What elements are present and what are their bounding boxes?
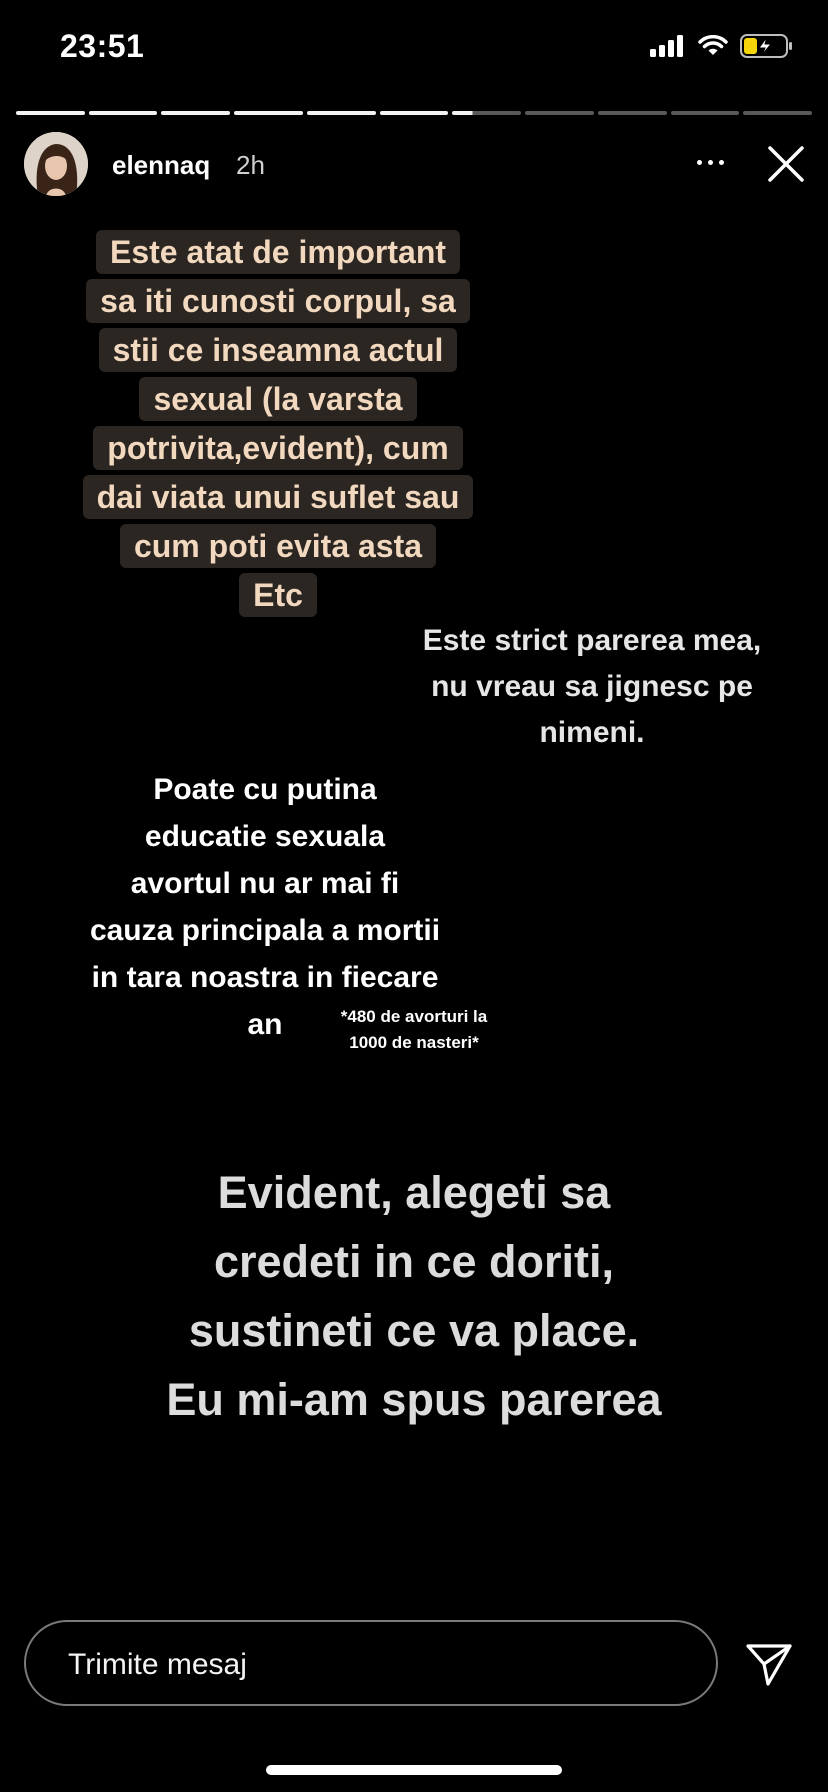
progress-segment [671,111,740,115]
highlighted-text-block [38,228,518,620]
close-icon[interactable] [764,142,808,186]
progress-segment [525,111,594,115]
closing-statement [70,1158,758,1434]
progress-segment [234,111,303,115]
wifi-icon [698,35,728,57]
text-line: Este atat de important [96,230,460,274]
progress-segment [743,111,812,115]
avatar[interactable] [24,132,88,196]
text-line: dai viata unui suflet sau [83,475,474,519]
footnote [314,1004,514,1056]
text-line: stii ce inseamna actul [99,328,458,372]
text-line: in tara noastra in fiecare [91,961,439,994]
status-icons [650,34,794,58]
progress-segment [89,111,158,115]
more-icon[interactable] [690,144,730,180]
text-line: nu vreau sa jignesc pe [431,670,753,703]
signal-icon [650,35,686,57]
avatar-image [24,132,88,196]
text-line: sexual (la varsta [139,377,416,421]
text-line: educatie sexuala [144,820,386,853]
post-time: 2h [236,150,265,180]
send-icon[interactable] [744,1640,794,1688]
text-line: Poate cu putina [153,773,377,806]
message-placeholder: Trimite mesaj [68,1648,247,1681]
home-indicator[interactable] [266,1765,562,1775]
text-line: credeti in ce doriti, [213,1236,615,1287]
status-time: 23:51 [60,28,145,64]
text-line: Este strict parerea mea, [422,624,762,657]
progress-segment [161,111,230,115]
opinion-note [372,618,812,756]
status-bar [0,0,828,100]
text-line: an [247,1008,283,1041]
message-input[interactable] [24,1620,718,1706]
text-line: 1000 de nasteri* [349,1033,479,1052]
progress-segment [307,111,376,115]
text-line: Etc [239,573,317,617]
progress-segment [16,111,85,115]
text-line: Eu mi-am spus parerea [166,1374,662,1425]
text-line: cum poti evita asta [120,524,436,568]
text-line: potrivita,evident), cum [93,426,462,470]
progress-segment [380,111,449,115]
text-line: cauza principala a mortii [89,914,441,947]
story-progress-bar [16,111,812,115]
text-line: avortul nu ar mai fi [130,867,400,900]
text-line: sa iti cunosti corpul, sa [86,279,470,323]
username[interactable]: elennaq [112,150,211,180]
progress-segment-current [452,111,521,115]
text-line: Evident, alegeti sa [217,1167,611,1218]
progress-segment [598,111,667,115]
text-line: nimeni. [539,716,645,749]
story-header [0,130,828,200]
text-line: sustineti ce va place. [188,1305,640,1356]
text-line: *480 de avorturi la [340,1007,488,1026]
battery-charging-icon [740,34,794,58]
